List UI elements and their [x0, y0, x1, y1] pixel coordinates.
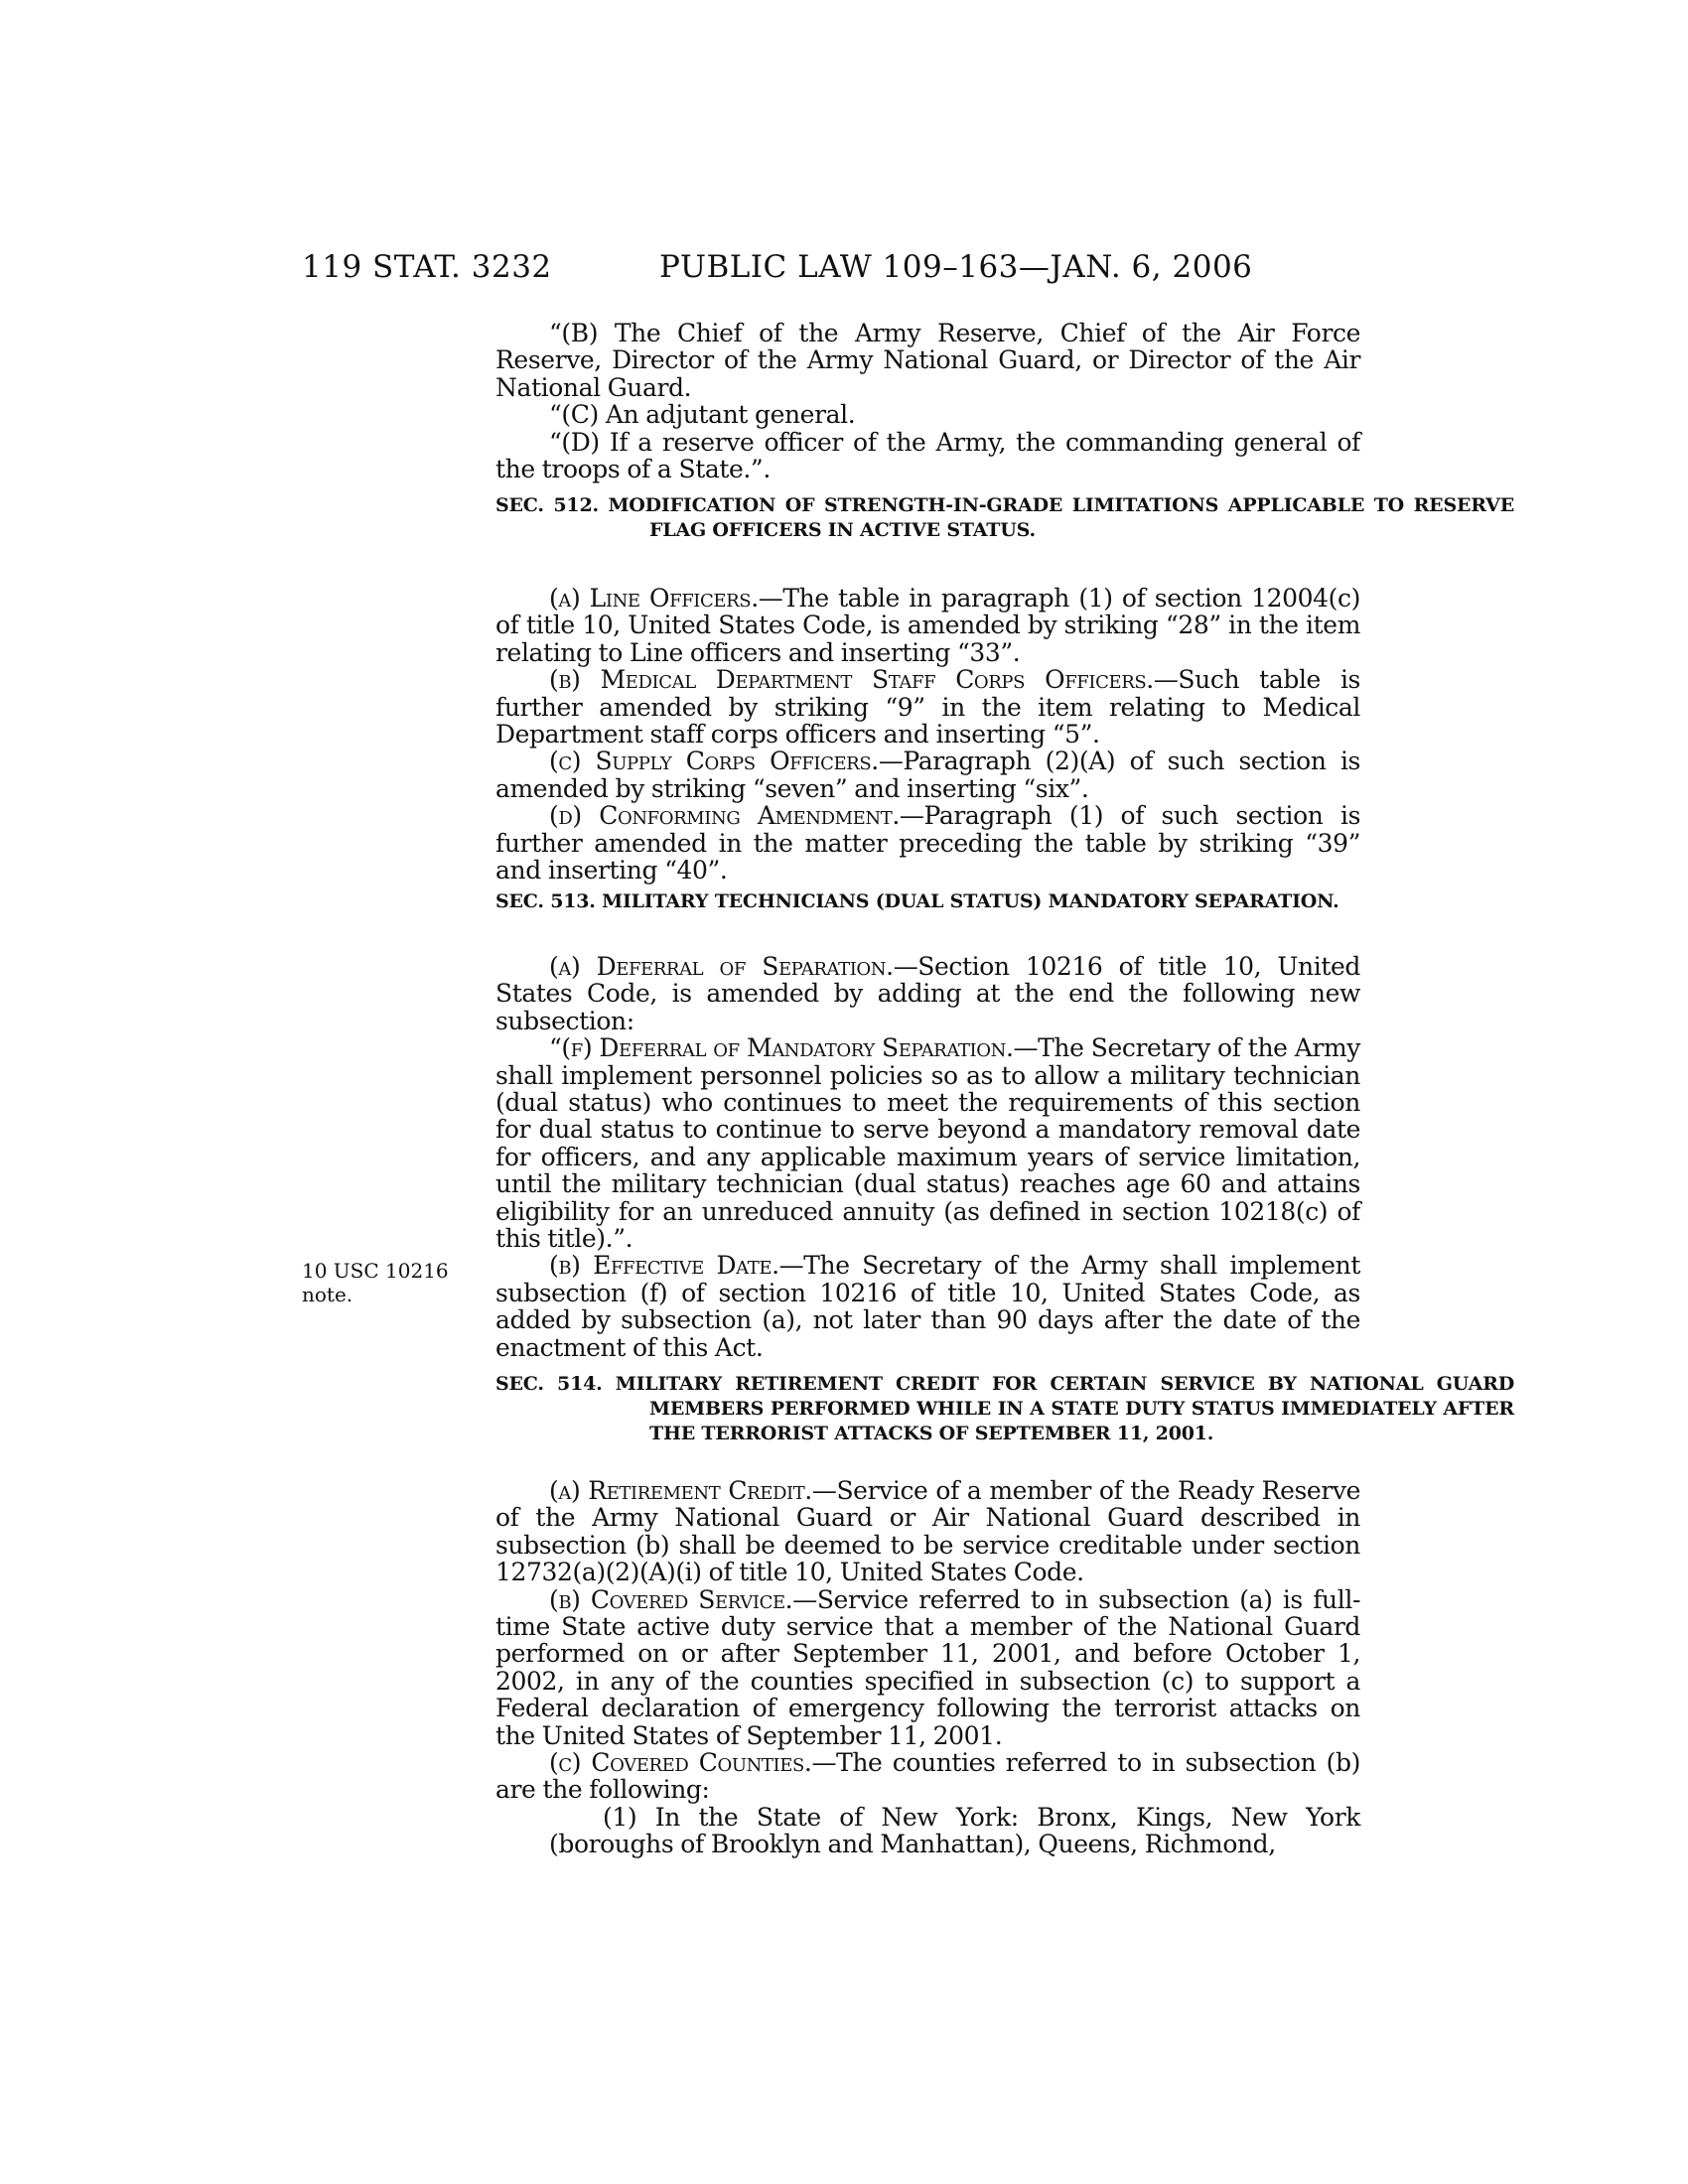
sec-513-a-text: —Section 10216 of title 10, United States Code, is amended by adding at the end the following new subsection:	[495, 952, 1361, 1035]
sec-514-a-label: (a) Retirement Credit.	[549, 1476, 812, 1505]
sec-512-d-label: (d) Conforming Amendment.	[549, 801, 900, 831]
sec-512-b-text: —Such table is further amended by striking “9” in the item relating to Medical Department staff corps officers and inserting “5”.	[495, 665, 1360, 750]
sec-512-c	[495, 748, 1360, 802]
sec-513-a-label: (a) Deferral of Separation.	[549, 952, 894, 981]
sec-513-body	[495, 953, 1360, 1361]
sec-514-c	[495, 1749, 1360, 1804]
sec-513-f-text: —The Secretary of the Army shall implement personnel policies so as to allow a military technician (dual status) who continues to meet the requirements of this section for dual status to continue to serve beyond a mandatory removal date for officers, and any applicable maximum years of service limitation, until the military technician (dual status) reaches age 60 and attains eligibility for an unreduced annuity (as defined in section 10218(c) of this title).”.	[495, 1033, 1361, 1254]
margin-note-citation: 10 USC 10216	[302, 1259, 449, 1283]
sec-512-a-text: —The table in paragraph (1) of section 12004(c) of title 10, United States Code, is amended by striking “28” in the item relating to Line officers and inserting “33”.	[495, 584, 1360, 667]
sec-512-b-label: (b) Medical Department Staff Corps Officers.	[549, 665, 1154, 695]
sec-513-b-text: —The Secretary of the Army shall implement subsection (f) of section 10216 of title 10, United States Code, as added by subsection (a), not later than 90 days after the date of the enactment of this Act.	[495, 1251, 1361, 1362]
intro-block	[495, 320, 1360, 482]
sec-514-c1: (1) In the State of New York: Bronx, Kings, New York (boroughs of Brooklyn and Manhattan), Queens, Richmond,	[549, 1802, 1360, 1859]
sec-512-b	[495, 666, 1360, 748]
sec-513-f	[495, 1034, 1360, 1252]
margin-note	[302, 1259, 449, 1306]
sec-513-b	[495, 1252, 1360, 1361]
sec-514-b	[495, 1586, 1360, 1749]
sec-514-heading: SEC. 514. MILITARY RETIREMENT CREDIT FOR CERTAIN SERVICE BY NATIONAL GUARD MEMBERS PERFORMED WHILE IN A STATE DUTY STATUS IMMEDIATELY AFTER THE TERRORIST ATTACKS OF SEPTEMBER 11, 2001.	[495, 1373, 1514, 1444]
sec-514-a	[495, 1477, 1360, 1586]
sec-514-c-label: (c) Covered Counties.	[549, 1748, 812, 1778]
sec-512-a-label: (a) Line Officers.	[549, 584, 759, 613]
sec-512-d	[495, 802, 1360, 884]
sec-514-body	[495, 1477, 1360, 1858]
sec-514-c-text: —The counties referred to in subsection (b) are the following:	[495, 1748, 1360, 1805]
sec-512-body	[495, 585, 1360, 884]
sec-513-f-label: “(f) Deferral of Mandatory Separation.	[549, 1033, 1014, 1063]
sec-512-d-text: —Paragraph (1) of such section is further amended in the matter preceding the table by striking “39” and inserting “40”.	[495, 801, 1361, 886]
intro-item-c: “(C) An adjutant general.	[549, 400, 856, 430]
margin-note-suffix: note.	[302, 1283, 353, 1306]
sec-514-b-text: —Service referred to in subsection (a) is full-time State active duty service that a member of the National Guard performed on or after September 11, 2001, and before October 1, 2002, in any of the counties specified in subsection (c) to support a Federal declaration of emergency following the terrorist attacks on the United States of September 11, 2001.	[495, 1584, 1360, 1750]
sec-514-b-label: (b) Covered Service.	[549, 1584, 793, 1614]
running-head: PUBLIC LAW 109–163—JAN. 6, 2006	[659, 249, 1253, 285]
sec-513-b-label: (b) Effective Date.	[549, 1251, 779, 1281]
sec-513-heading: SEC. 513. MILITARY TECHNICIANS (DUAL STATUS) MANDATORY SEPARATION.	[495, 890, 1339, 912]
sec-512-heading: SEC. 512. MODIFICATION OF STRENGTH-IN-GRADE LIMITATIONS APPLICABLE TO RESERVE FLAG OFFICERS IN ACTIVE STATUS.	[495, 494, 1514, 541]
sec-512-c-label: (c) Supply Corps Officers.	[549, 747, 879, 776]
intro-item-d: “(D) If a reserve officer of the Army, the commanding general of the troops of a State.”.	[495, 427, 1360, 484]
sec-513-a	[495, 953, 1360, 1034]
stat-citation: 119 STAT. 3232	[302, 249, 552, 285]
sec-514-a-text: —Service of a member of the Ready Reserve of the Army National Guard or Air National Guard described in subsection (b) shall be deemed to be service creditable under section 12732(a)(2)(A)(i) of title 10, United States Code.	[495, 1476, 1360, 1587]
sec-512-c-text: —Paragraph (2)(A) of such section is amended by striking “seven” and inserting “six”.	[495, 747, 1360, 803]
sec-512-a	[495, 585, 1360, 666]
intro-item-b: “(B) The Chief of the Army Reserve, Chief of the Air Force Reserve, Director of the Army National Guard, or Director of the Air National Guard.	[495, 319, 1360, 402]
